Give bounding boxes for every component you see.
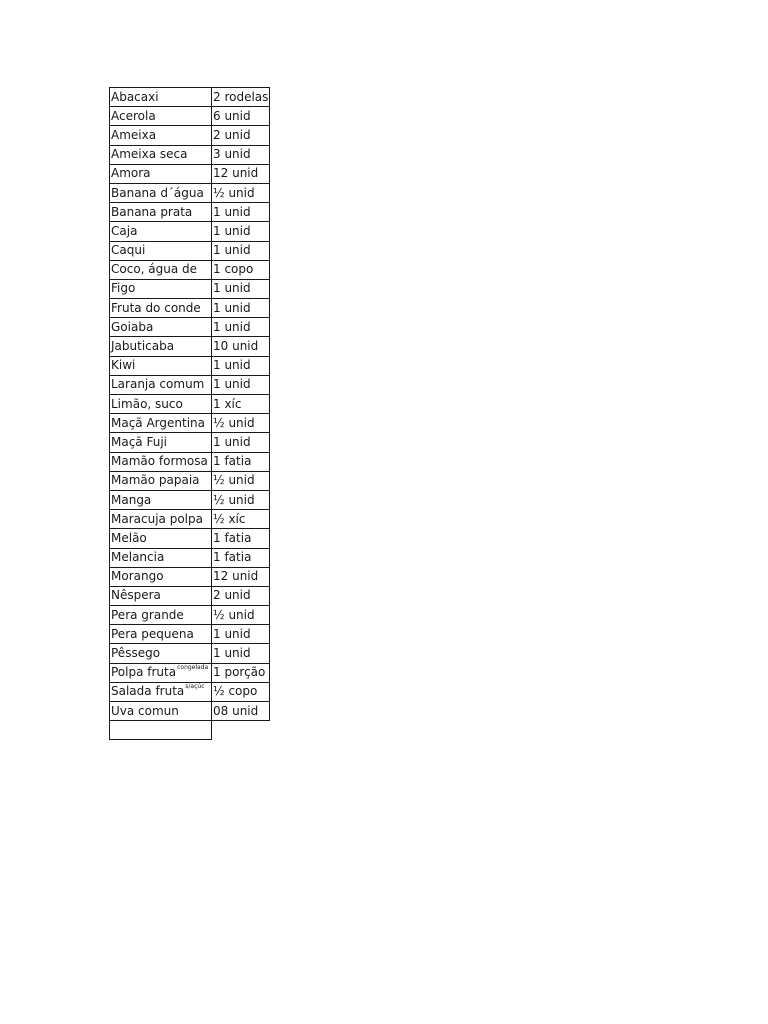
fruit-name: Maracuja polpa [111, 511, 203, 526]
fruit-name: Mamão formosa [111, 454, 208, 469]
table-row [110, 183, 270, 202]
table-row [110, 625, 270, 644]
fruit-name-cell [110, 606, 212, 625]
fruit-name-cell [110, 567, 212, 586]
fruit-note: congelada [177, 664, 209, 672]
spreadsheet-area [109, 87, 270, 740]
fruit-name-cell [110, 145, 212, 164]
fruit-name: Ameixa seca [111, 147, 188, 162]
portion-cell: ½ unid [212, 471, 270, 490]
portion-cell: 1 unid [212, 279, 270, 298]
fruit-name: Morango [111, 569, 164, 584]
table-row [110, 606, 270, 625]
fruit-name-cell [110, 529, 212, 548]
fruit-name: Melão [111, 530, 147, 545]
portion-cell: 1 unid [212, 222, 270, 241]
portion-cell: ½ copo [212, 682, 270, 701]
fruit-name: Nêspera [111, 588, 161, 603]
fruit-name-cell [110, 88, 212, 107]
table-row [110, 222, 270, 241]
fruit-name-cell [110, 414, 212, 433]
portion-cell: ½ unid [212, 414, 270, 433]
portion-cell: ½ unid [212, 606, 270, 625]
table-row [110, 490, 270, 509]
fruit-name-cell [110, 433, 212, 452]
portion-cell: 1 unid [212, 241, 270, 260]
portion-cell: 1 unid [212, 433, 270, 452]
empty-cell [212, 721, 270, 740]
table-row [110, 241, 270, 260]
portion-cell: 1 unid [212, 299, 270, 318]
fruit-name-cell [110, 395, 212, 414]
fruit-name: Kiwi [111, 358, 136, 373]
fruit-name: Uva comun [111, 703, 179, 718]
fruit-name-cell [110, 452, 212, 471]
fruit-name-cell [110, 299, 212, 318]
fruit-name: Ameixa [111, 127, 157, 142]
portion-cell: 3 unid [212, 145, 270, 164]
table-body [110, 88, 270, 740]
table-row [110, 126, 270, 145]
portion-cell: 1 unid [212, 375, 270, 394]
fruit-name: Pera grande [111, 607, 184, 622]
table-row [110, 471, 270, 490]
portion-cell: 1 unid [212, 625, 270, 644]
table-row [110, 145, 270, 164]
portion-cell: 12 unid [212, 567, 270, 586]
fruit-name-cell [110, 682, 212, 701]
portion-cell: ½ unid [212, 490, 270, 509]
fruit-name-cell [110, 126, 212, 145]
fruit-name-cell [110, 337, 212, 356]
fruit-name: Pera pequena [111, 626, 194, 641]
table-row [110, 452, 270, 471]
portion-cell: 1 unid [212, 356, 270, 375]
fruit-name: Jabuticaba [111, 339, 175, 354]
fruit-name-cell [110, 183, 212, 202]
fruit-name: Pêssego [111, 646, 161, 661]
table-row [110, 702, 270, 721]
fruit-name: Polpa fruta [111, 665, 177, 680]
portion-cell: ½ unid [212, 183, 270, 202]
fruit-name-cell [110, 490, 212, 509]
table-row [110, 586, 270, 605]
fruit-name: Salada fruta [111, 684, 185, 699]
fruit-name: Figo [111, 281, 136, 296]
fruit-name: Manga [111, 492, 152, 507]
fruit-name-cell [110, 279, 212, 298]
table-row [110, 529, 270, 548]
table-row [110, 356, 270, 375]
table-row [110, 318, 270, 337]
fruit-name: Mamão papaia [111, 473, 200, 488]
table-row [110, 375, 270, 394]
table-row [110, 510, 270, 529]
portion-cell: 2 unid [212, 586, 270, 605]
table-row [110, 107, 270, 126]
fruit-name: Goiaba [111, 319, 154, 334]
table-row [110, 663, 270, 682]
portion-cell: 1 fatia [212, 452, 270, 471]
fruit-name-cell [110, 164, 212, 183]
portion-cell: 1 copo [212, 260, 270, 279]
table-row [110, 203, 270, 222]
portion-cell: 1 fatia [212, 548, 270, 567]
fruit-name: Limão, suco [111, 396, 183, 411]
fruit-portion-table [109, 87, 270, 740]
fruit-name: Amora [111, 166, 151, 181]
portion-cell: 12 unid [212, 164, 270, 183]
table-row [110, 395, 270, 414]
fruit-name-cell [110, 203, 212, 222]
portion-cell: 1 unid [212, 644, 270, 663]
fruit-name-cell [110, 510, 212, 529]
table-row [110, 337, 270, 356]
fruit-name: Coco, água de [111, 262, 198, 277]
fruit-name: Acerola [111, 108, 156, 123]
fruit-name: Laranja comum [111, 377, 205, 392]
fruit-name-cell [110, 356, 212, 375]
fruit-name-cell [110, 471, 212, 490]
fruit-name-cell [110, 375, 212, 394]
fruit-name: Caja [111, 223, 138, 238]
table-row [110, 548, 270, 567]
table-row [110, 682, 270, 701]
fruit-name: Maçã Fuji [111, 434, 167, 449]
fruit-name-cell [110, 586, 212, 605]
table-row [110, 567, 270, 586]
portion-cell: 1 fatia [212, 529, 270, 548]
table-row [110, 88, 270, 107]
fruit-note: s/açúc [185, 683, 205, 691]
portion-cell: ½ xíc [212, 510, 270, 529]
empty-table-row [110, 721, 270, 740]
table-row [110, 644, 270, 663]
table-row [110, 299, 270, 318]
portion-cell: 10 unid [212, 337, 270, 356]
table-row [110, 433, 270, 452]
fruit-name: Banana d´água [111, 185, 204, 200]
fruit-name-cell [110, 241, 212, 260]
portion-cell: 2 rodelas [212, 88, 270, 107]
fruit-name-cell [110, 318, 212, 337]
table-row [110, 414, 270, 433]
portion-cell: 6 unid [212, 107, 270, 126]
fruit-name: Banana prata [111, 204, 193, 219]
table-row [110, 164, 270, 183]
table-row [110, 260, 270, 279]
fruit-name-cell [110, 663, 212, 682]
fruit-name: Fruta do conde [111, 300, 201, 315]
portion-cell: 2 unid [212, 126, 270, 145]
fruit-name: Melancia [111, 550, 165, 565]
portion-cell: 08 unid [212, 702, 270, 721]
portion-cell: 1 unid [212, 318, 270, 337]
portion-cell: 1 unid [212, 203, 270, 222]
fruit-name-cell [110, 260, 212, 279]
portion-cell: 1 porção [212, 663, 270, 682]
fruit-name-cell [110, 625, 212, 644]
fruit-name-cell [110, 107, 212, 126]
fruit-name-cell [110, 702, 212, 721]
portion-cell: 1 xíc [212, 395, 270, 414]
fruit-name-cell [110, 644, 212, 663]
empty-cell [110, 721, 212, 740]
table-row [110, 279, 270, 298]
fruit-name-cell [110, 548, 212, 567]
fruit-name-cell [110, 222, 212, 241]
fruit-name: Maçã Argentina [111, 415, 206, 430]
fruit-name: Abacaxi [111, 89, 159, 104]
fruit-name: Caqui [111, 243, 146, 258]
